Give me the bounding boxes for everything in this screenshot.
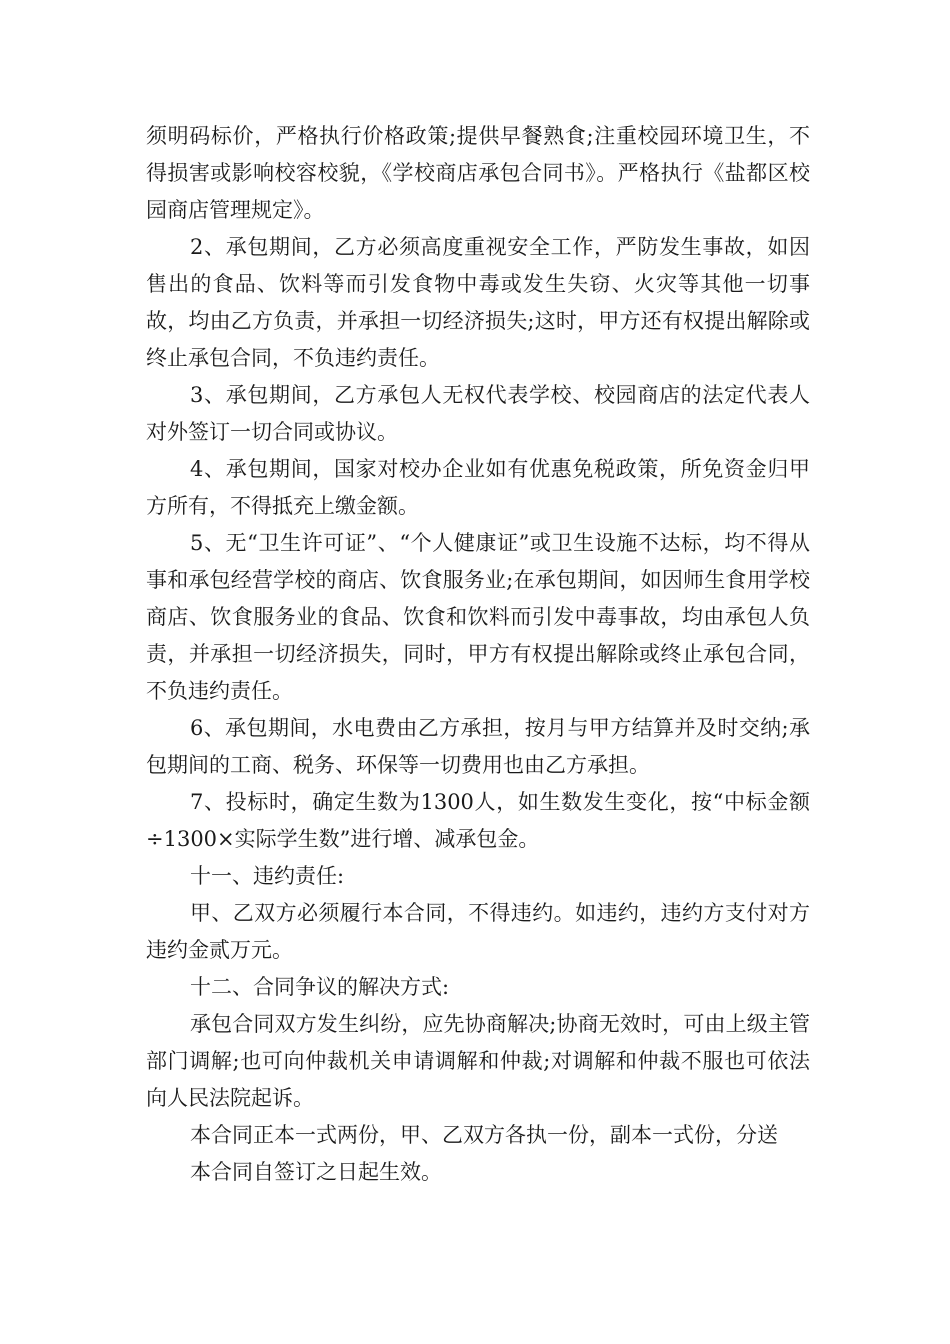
document-body bbox=[146, 118, 810, 1191]
paragraph-breach: 甲、乙双方必须履行本合同，不得违约。如违约，违约方支付对方违约金贰万元。 bbox=[146, 901, 810, 962]
paragraph-1: 须明码标价，严格执行价格政策;提供早餐熟食;注重校园环境卫生，不得损害或影响校容校貌，《学校商店承包合同书》。严格执行《盐都区校园商店管理规定》。 bbox=[146, 124, 810, 222]
paragraph-copies: 本合同正本一式两份，甲、乙双方各执一份，副本一式份，分送 bbox=[190, 1123, 778, 1147]
paragraph-7: 7、投标时，确定生数为1300人，如生数发生变化，按“中标金额÷1300×实际学生数”进行增、减承包金。 bbox=[146, 790, 810, 851]
paragraph-5: 5、无“卫生许可证”、“个人健康证”或卫生设施不达标，均不得从事和承包经营学校的商店、饮食服务业;在承包期间，如因师生食用学校商店、饮食服务业的食品、饮食和饮料而引发中毒事故，均由承包人负责，并承担一切经济损失，同时，甲方有权提出解除或终止承包合同，不负违约责任。 bbox=[146, 531, 810, 703]
section-heading-dispute: 十二、合同争议的解决方式: bbox=[190, 975, 450, 999]
paragraph-6: 6、承包期间，水电费由乙方承担，按月与甲方结算并及时交纳;承包期间的工商、税务、环保等一切费用也由乙方承担。 bbox=[146, 716, 810, 777]
paragraph-effective: 本合同自签订之日起生效。 bbox=[190, 1160, 442, 1184]
paragraph-3: 3、承包期间，乙方承包人无权代表学校、校园商店的法定代表人对外签订一切合同或协议。 bbox=[146, 383, 810, 444]
paragraph-2: 2、承包期间，乙方必须高度重视安全工作，严防发生事故，如因售出的食品、饮料等而引发食物中毒或发生失窃、火灾等其他一切事故，均由乙方负责，并承担一切经济损失;这时，甲方还有权提出解除或终止承包合同，不负违约责任。 bbox=[146, 235, 810, 370]
section-heading-breach: 十一、违约责任: bbox=[190, 864, 345, 888]
paragraph-4: 4、承包期间，国家对校办企业如有优惠免税政策，所免资金归甲方所有，不得抵充上缴金额。 bbox=[146, 457, 810, 518]
paragraph-dispute: 承包合同双方发生纠纷，应先协商解决;协商无效时，可由上级主管部门调解;也可向仲裁机关申请调解和仲裁;对调解和仲裁不服也可依法向人民法院起诉。 bbox=[146, 1012, 810, 1110]
